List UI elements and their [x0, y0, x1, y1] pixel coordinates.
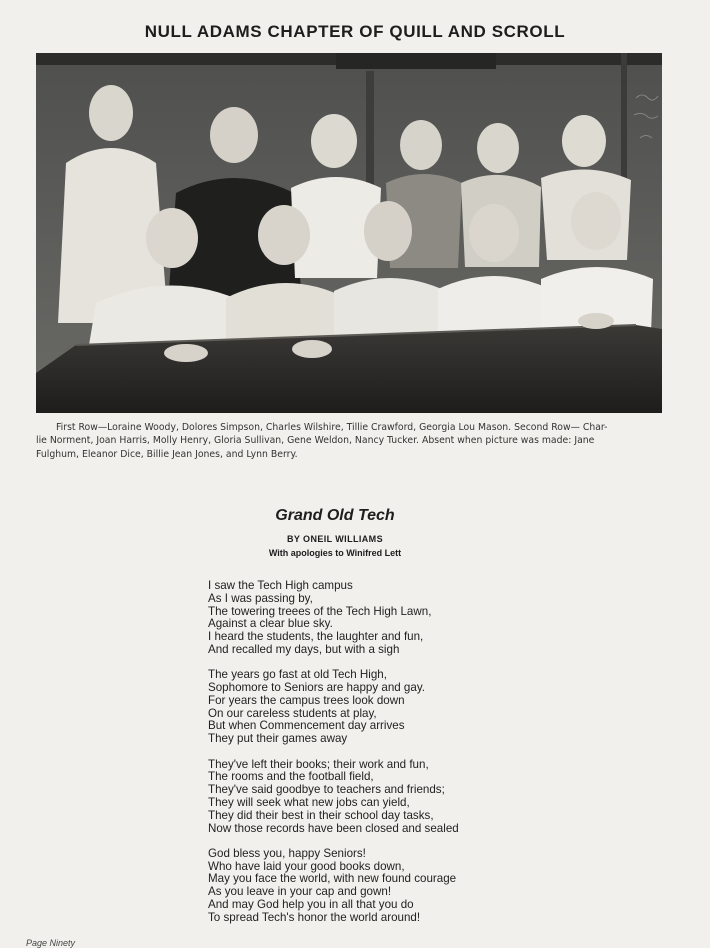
poem-line: And recalled my days, but with a sigh [208, 642, 400, 656]
poem-line: God bless you, happy Seniors! [208, 846, 366, 860]
poem-line: I heard the students, the laughter and fun, [208, 630, 424, 644]
poem-stanza [208, 848, 528, 925]
photo-caption [36, 421, 666, 461]
caption-line: lie Norment, Joan Harris, Molly Henry, Gloria Sullivan, Gene Weldon, Nancy Tucker. Absent when picture was made: Jane [36, 435, 595, 447]
poem-stanza [208, 669, 528, 746]
group-photo-image [36, 53, 662, 413]
poem-body [208, 580, 528, 937]
page-title: NULL ADAMS CHAPTER OF QUILL AND SCROLL [144, 22, 566, 41]
poem-line: May you face the world, with new found courage [208, 872, 457, 886]
poem-line: They've left their books; their work and fun, [208, 757, 429, 771]
poem-line: Against a clear blue sky. [208, 617, 333, 631]
poem-apology: With apologies to Winifred Lett [268, 548, 402, 558]
poem-line: I saw the Tech High campus [208, 579, 353, 592]
poem-line: As you leave in your cap and gown! [208, 885, 392, 899]
poem-line: They did their best in their school day tasks, [208, 808, 434, 822]
poem-stanza [208, 759, 528, 836]
poem-line: The years go fast at old Tech High, [208, 668, 387, 682]
poem-line: And may God help you in all that you do [208, 898, 414, 912]
poem-line: To spread Tech's honor the world around! [208, 910, 421, 924]
poem-line: For years the campus trees look down [208, 693, 405, 707]
group-photo [36, 53, 662, 413]
caption-line: Fulghum, Eleanor Dice, Billie Jean Jones, and Lynn Berry. [36, 448, 298, 460]
poem-line: Sophomore to Seniors are happy and gay. [208, 681, 425, 695]
poem-line: As I was passing by, [208, 591, 313, 605]
caption-line: First Row—Loraine Woody, Dolores Simpson, Charles Wilshire, Tillie Crawford, Georgia Lou Mason. Second Row— Char- [56, 422, 608, 433]
poem-line: But when Commencement day arrives [208, 719, 405, 733]
poem-line: They put their games away [208, 732, 348, 746]
poem-line: The rooms and the football field, [208, 770, 374, 784]
poem-stanza [208, 580, 528, 657]
page-number: Page Ninety [26, 938, 76, 948]
poem-line: The towering treees of the Tech High Lawn, [208, 604, 432, 618]
poem-line: They will seek what new jobs can yield, [208, 795, 410, 809]
poem-line: They've said goodbye to teachers and friends; [208, 783, 445, 797]
poem-line: Now those records have been closed and sealed [208, 821, 459, 835]
poem-title: Grand Old Tech [275, 507, 395, 524]
poem-byline: BY ONEIL WILLIAMS [287, 534, 383, 544]
poem-line: Who have laid your good books down, [208, 859, 405, 873]
poem-line: On our careless students at play, [208, 706, 377, 720]
